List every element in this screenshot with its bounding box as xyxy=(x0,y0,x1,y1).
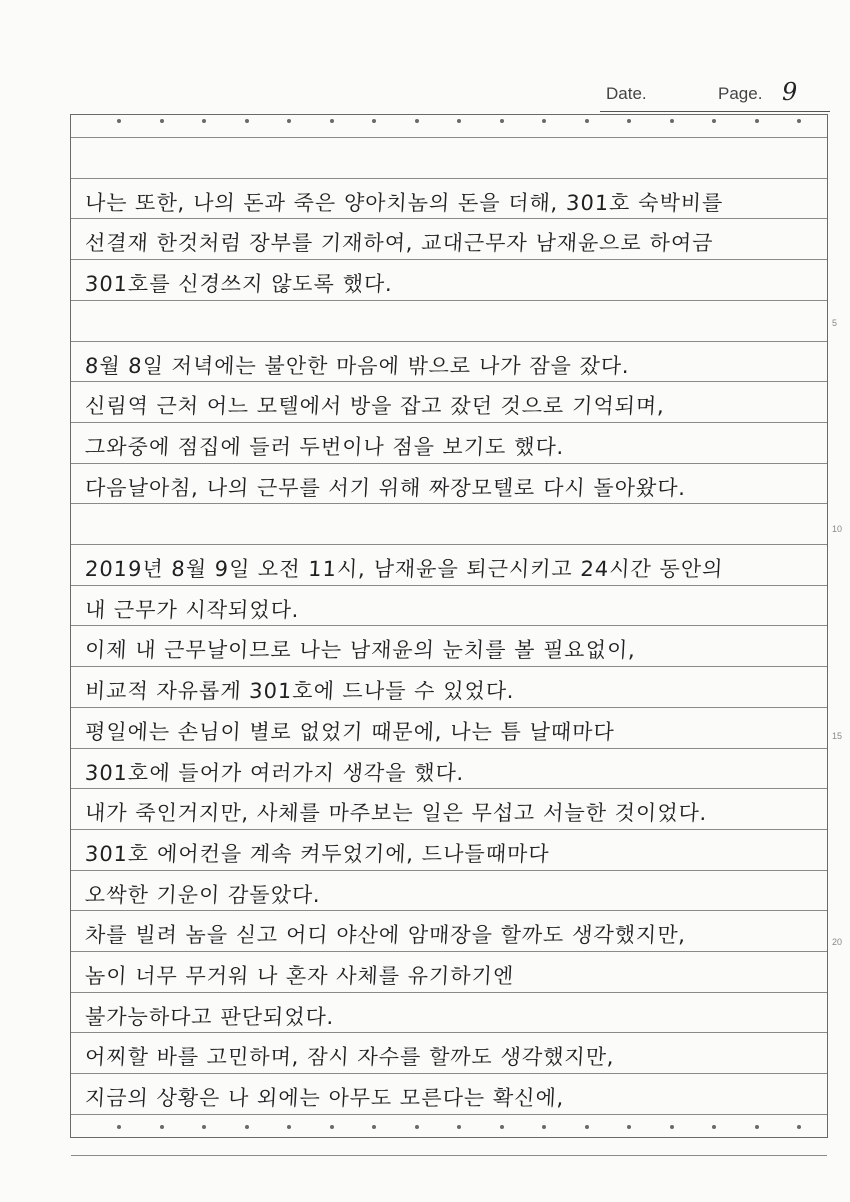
ruled-line xyxy=(71,1073,827,1074)
handwritten-line: 선결재 한것처럼 장부를 기재하여, 교대근무자 남재윤으로 하여금 xyxy=(84,231,715,256)
handwritten-line: 신림역 근처 어느 모텔에서 방을 잡고 잤던 것으로 기억되며, xyxy=(84,394,666,419)
ruled-line xyxy=(71,381,827,382)
handwritten-line: 어찌할 바를 고민하며, 잠시 자수를 할까도 생각했지만, xyxy=(84,1045,616,1070)
handwritten-line: 301호를 신경쓰지 않도록 했다. xyxy=(84,272,394,297)
binding-dot xyxy=(202,119,206,123)
ruled-line xyxy=(71,1032,827,1033)
ruled-line xyxy=(71,1114,827,1115)
ruled-line xyxy=(71,788,827,789)
binding-dot xyxy=(755,1125,759,1129)
page-header xyxy=(600,78,830,110)
binding-dot xyxy=(245,119,249,123)
binding-dot xyxy=(670,119,674,123)
ruled-line xyxy=(71,707,827,708)
handwritten-line: 비교적 자유롭게 301호에 드나들 수 있었다. xyxy=(84,679,516,704)
header-rule xyxy=(600,111,830,112)
binding-dot xyxy=(585,119,589,123)
binding-dot xyxy=(585,1125,589,1129)
binding-dot xyxy=(117,119,121,123)
binding-dot xyxy=(415,1125,419,1129)
ruled-line xyxy=(71,503,827,504)
binding-dots-top xyxy=(71,119,827,125)
binding-dot xyxy=(372,119,376,123)
binding-dot xyxy=(287,119,291,123)
handwritten-line: 오싹한 기운이 감돌았다. xyxy=(84,882,322,907)
binding-dot xyxy=(117,1125,121,1129)
handwritten-line: 내가 죽인거지만, 사체를 마주보는 일은 무섭고 서늘한 것이었다. xyxy=(84,801,709,826)
ruled-line xyxy=(71,585,827,586)
binding-dot xyxy=(330,119,334,123)
ruled-line xyxy=(71,951,827,952)
handwritten-line: 301호에 들어가 여러가지 생각을 했다. xyxy=(84,760,466,785)
page-number: 9 xyxy=(782,78,798,106)
binding-dot xyxy=(627,1125,631,1129)
ruled-line xyxy=(71,218,827,219)
margin-line-number: 10 xyxy=(832,524,843,534)
ruled-line xyxy=(71,992,827,993)
ruled-line xyxy=(71,178,827,179)
binding-dot xyxy=(797,1125,801,1129)
ruled-line xyxy=(71,463,827,464)
ruled-line xyxy=(71,666,827,667)
ruled-line xyxy=(71,870,827,871)
ruled-line xyxy=(71,829,827,830)
handwritten-line: 불가능하다고 판단되었다. xyxy=(84,1004,336,1029)
ruled-line xyxy=(71,748,827,749)
ruled-line xyxy=(71,1155,827,1156)
date-label: Date. xyxy=(606,84,647,103)
binding-dot xyxy=(500,119,504,123)
handwritten-line: 다음날아침, 나의 근무를 서기 위해 짜장모텔로 다시 돌아왔다. xyxy=(84,475,687,500)
binding-dot xyxy=(457,119,461,123)
handwritten-line: 그와중에 점집에 들러 두번이나 점을 보기도 했다. xyxy=(84,434,566,459)
margin-line-number: 15 xyxy=(832,731,843,741)
binding-dot xyxy=(287,1125,291,1129)
handwritten-line: 놈이 너무 무거워 나 혼자 사체를 유기하기엔 xyxy=(84,964,515,988)
handwritten-line: 8월 8일 저녁에는 불안한 마음에 밖으로 나가 잠을 잤다. xyxy=(84,353,631,378)
binding-dot xyxy=(797,119,801,123)
ruled-paper xyxy=(70,114,828,1138)
ruled-line xyxy=(71,259,827,260)
handwritten-line: 차를 빌려 놈을 싣고 어디 야산에 암매장을 할까도 생각했지만, xyxy=(84,923,687,948)
binding-dot xyxy=(712,119,716,123)
binding-dot xyxy=(330,1125,334,1129)
page-label: Page. xyxy=(718,84,763,103)
binding-dot xyxy=(542,119,546,123)
binding-dot xyxy=(542,1125,546,1129)
binding-dot xyxy=(245,1125,249,1129)
binding-dot xyxy=(712,1125,716,1129)
binding-dot xyxy=(202,1125,206,1129)
ruled-line xyxy=(71,300,827,301)
binding-dot xyxy=(160,1125,164,1129)
ruled-line xyxy=(71,341,827,342)
binding-dot xyxy=(670,1125,674,1129)
handwritten-line: 2019년 8월 9일 오전 11시, 남재윤을 퇴근시키고 24시간 동안의 xyxy=(84,557,724,581)
binding-dot xyxy=(372,1125,376,1129)
ruled-line xyxy=(71,544,827,545)
binding-dots-bottom xyxy=(71,1125,827,1131)
handwritten-line: 내 근무가 시작되었다. xyxy=(84,597,301,622)
margin-line-number: 20 xyxy=(832,937,843,947)
ruled-line xyxy=(71,910,827,911)
handwritten-line: 지금의 상황은 나 외에는 아무도 모른다는 확신에, xyxy=(84,1086,566,1111)
binding-dot xyxy=(755,119,759,123)
margin-line-number: 5 xyxy=(832,318,838,328)
handwritten-line: 이제 내 근무날이므로 나는 남재윤의 눈치를 볼 필요없이, xyxy=(84,638,637,663)
binding-dot xyxy=(415,119,419,123)
ruled-line xyxy=(71,625,827,626)
binding-dot xyxy=(160,119,164,123)
binding-dot xyxy=(500,1125,504,1129)
handwritten-line: 301호 에어컨을 계속 켜두었기에, 드나들때마다 xyxy=(84,841,551,866)
handwritten-line: 나는 또한, 나의 돈과 죽은 양아치놈의 돈을 더해, 301호 숙박비를 xyxy=(84,190,724,215)
ruled-line xyxy=(71,422,827,423)
binding-dot xyxy=(627,119,631,123)
ruled-line xyxy=(71,137,827,138)
binding-dot xyxy=(457,1125,461,1129)
handwritten-line: 평일에는 손님이 별로 없었기 때문에, 나는 틈 날때마다 xyxy=(84,719,616,744)
